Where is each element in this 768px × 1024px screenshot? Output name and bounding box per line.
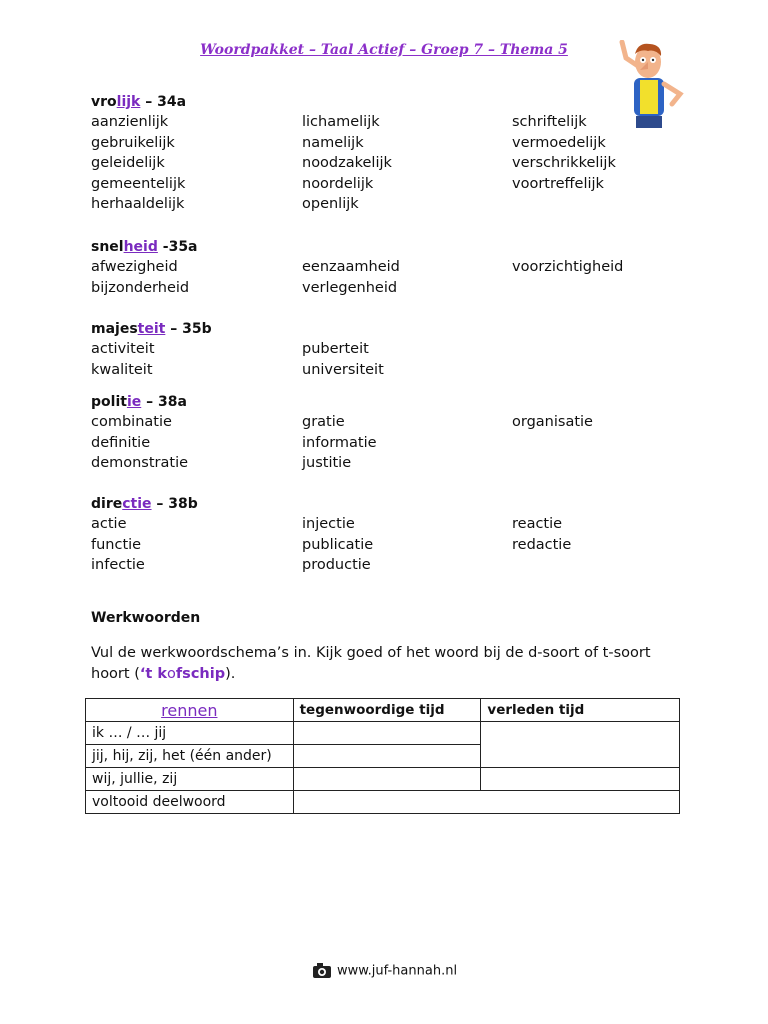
heading-suffix: ctie xyxy=(122,496,152,512)
word-item: puberteit xyxy=(302,341,369,357)
instruction-text: Vul de werkwoordschema’s in. Kijk goed of het woord bij de d-soort of t-soort hoort ( xyxy=(91,645,651,682)
verb-word: rennen xyxy=(161,700,218,720)
word-item: infectie xyxy=(91,557,145,574)
word-item: gebruikelijk xyxy=(91,134,175,151)
word-item: voorzichtigheid xyxy=(512,259,624,275)
row-label: jij, hij, zij, het (één ander) xyxy=(86,745,294,768)
heading-suffix: teit xyxy=(137,321,166,337)
word-column xyxy=(302,514,373,576)
word-item: noordelijk xyxy=(302,175,374,192)
word-column xyxy=(91,514,145,576)
word-item: geleidelijk xyxy=(91,155,165,172)
present-answer-cell[interactable] xyxy=(293,768,481,791)
heading-page-ref: – 34a xyxy=(140,94,187,110)
word-item: redactie xyxy=(512,536,572,553)
section-heading xyxy=(91,392,691,412)
word-item: publicatie xyxy=(302,536,374,553)
word-item: schriftelijk xyxy=(512,114,587,130)
table-row xyxy=(86,722,680,745)
word-column xyxy=(91,112,185,215)
word-item: gemeentelijk xyxy=(91,175,186,192)
word-item: justitie xyxy=(302,455,352,472)
heading-stem: snel xyxy=(91,239,124,255)
heading-page-ref: – 38b xyxy=(151,496,198,512)
past-answer-cell[interactable] xyxy=(481,768,680,791)
table-header-row xyxy=(86,699,680,722)
word-column xyxy=(302,339,384,380)
word-section xyxy=(91,319,691,378)
word-column xyxy=(512,112,616,194)
boy-mascot-illustration xyxy=(608,40,698,135)
word-item: aanzienlijk xyxy=(91,114,169,130)
verb-cell xyxy=(86,699,294,722)
word-item: combinatie xyxy=(91,414,172,430)
header-past: verleden tijd xyxy=(481,699,680,722)
werkwoorden-title: Werkwoorden xyxy=(91,610,201,626)
word-column xyxy=(91,339,155,380)
word-item: verschrikkelijk xyxy=(512,155,616,172)
section-heading xyxy=(91,92,691,112)
word-item: voortreffelijk xyxy=(512,175,604,192)
word-item: afwezigheid xyxy=(91,259,178,275)
word-item: demonstratie xyxy=(91,455,189,472)
word-column xyxy=(512,257,623,278)
word-item: openlijk xyxy=(302,196,359,213)
page-title: Woordpakket – Taal Actief – Groep 7 – Thema 5 xyxy=(200,42,568,58)
word-item: activiteit xyxy=(91,341,155,357)
heading-stem: polit xyxy=(91,394,127,410)
verb-schema-table xyxy=(85,698,680,814)
heading-suffix: heid xyxy=(123,239,158,255)
word-item: productie xyxy=(302,557,371,574)
heading-page-ref: – 38a xyxy=(141,394,187,410)
table-row xyxy=(86,791,680,814)
word-item: definitie xyxy=(91,434,151,451)
word-item: vermoedelijk xyxy=(512,134,606,151)
word-column xyxy=(91,412,188,474)
word-column xyxy=(302,112,392,215)
word-item: kwaliteit xyxy=(91,361,153,378)
row-label: ik … / … jij xyxy=(86,722,294,745)
footer-url[interactable]: www.juf-hannah.nl xyxy=(336,963,458,979)
header-present: tegenwoordige tijd xyxy=(293,699,481,722)
word-item: functie xyxy=(91,536,142,553)
word-item: injectie xyxy=(302,516,355,532)
word-item: gratie xyxy=(302,414,345,430)
heading-stem: dire xyxy=(91,496,123,512)
werkwoorden-instruction xyxy=(91,643,691,685)
word-item: verlegenheid xyxy=(302,279,398,296)
participle-answer-cell[interactable] xyxy=(293,791,679,814)
word-item: namelijk xyxy=(302,134,364,151)
footer xyxy=(0,962,768,980)
word-section xyxy=(91,92,691,213)
word-item: lichamelijk xyxy=(302,114,380,130)
present-answer-cell[interactable] xyxy=(293,745,481,768)
camera-icon xyxy=(311,962,333,980)
kofschip-part-3: fschip xyxy=(175,666,226,682)
table-row xyxy=(86,768,680,791)
word-item: informatie xyxy=(302,434,377,451)
word-section xyxy=(91,237,691,296)
word-column xyxy=(512,514,571,555)
word-column xyxy=(91,257,189,298)
word-item: actie xyxy=(91,516,127,532)
heading-suffix: lijk xyxy=(116,94,141,110)
word-item: bijzonderheid xyxy=(91,279,190,296)
present-answer-cell[interactable] xyxy=(293,722,481,745)
word-section xyxy=(91,494,691,574)
word-item: reactie xyxy=(512,516,563,532)
word-column xyxy=(302,412,377,474)
heading-suffix: ie xyxy=(126,394,142,410)
past-answer-cell[interactable] xyxy=(481,722,680,768)
word-item: noodzakelijk xyxy=(302,155,392,172)
instruction-end: ). xyxy=(225,666,236,682)
section-heading xyxy=(91,319,691,339)
heading-page-ref: – 35b xyxy=(165,321,212,337)
word-item: herhaaldelijk xyxy=(91,196,185,213)
word-item: organisatie xyxy=(512,414,593,430)
heading-page-ref: -35a xyxy=(157,239,198,255)
word-column xyxy=(512,412,593,433)
word-item: universiteit xyxy=(302,361,384,378)
row-label: voltooid deelwoord xyxy=(86,791,294,814)
word-column xyxy=(302,257,400,298)
word-item: eenzaamheid xyxy=(302,259,400,275)
kofschip-part-1: ‘t k xyxy=(139,666,167,682)
section-heading xyxy=(91,237,691,257)
kofschip-part-2: o xyxy=(167,666,176,682)
row-label: wij, jullie, zij xyxy=(86,768,294,791)
heading-stem: vro xyxy=(91,94,117,110)
heading-stem: majes xyxy=(91,321,138,337)
section-heading xyxy=(91,494,691,514)
word-section xyxy=(91,392,691,472)
